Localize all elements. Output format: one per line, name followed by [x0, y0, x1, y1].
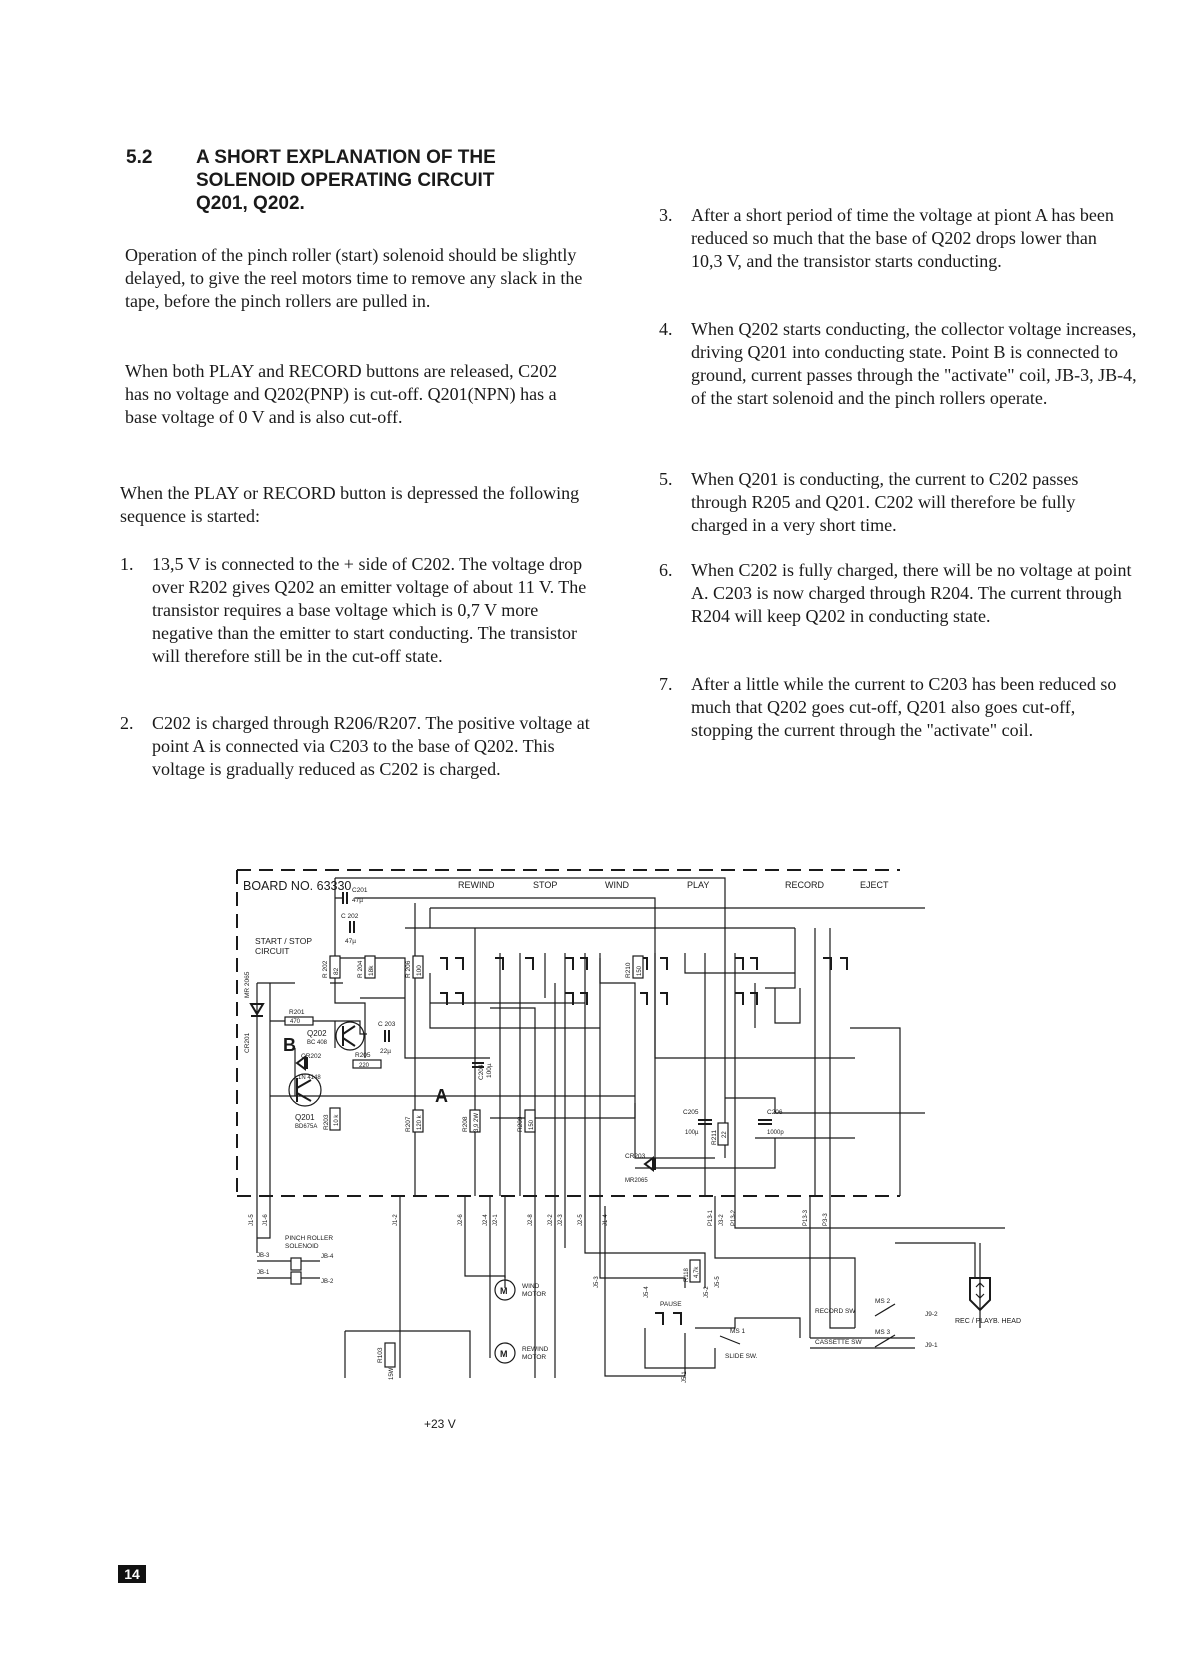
svg-text:MR2065: MR2065 — [625, 1178, 648, 1184]
svg-text:1000p: 1000p — [767, 1130, 784, 1136]
svg-text:J9-1: J9-1 — [925, 1342, 938, 1349]
svg-text:3,9 2W: 3,9 2W — [474, 1112, 480, 1132]
supply-voltage-label: +23 V — [424, 1417, 456, 1431]
component-cr202 — [297, 1053, 322, 1081]
svg-text:M: M — [500, 1349, 508, 1359]
section-number: 5.2 — [126, 147, 153, 168]
svg-text:R103: R103 — [377, 1347, 384, 1363]
svg-text:M: M — [500, 1286, 508, 1296]
svg-text:R 204: R 204 — [357, 960, 364, 978]
svg-text:J2-1: J2-1 — [493, 1214, 499, 1226]
svg-text:SLIDE SW.: SLIDE SW. — [725, 1353, 758, 1360]
component-r211 — [711, 1123, 728, 1145]
svg-text:J5-2: J5-2 — [704, 1286, 710, 1298]
svg-text:J2-5: J2-5 — [578, 1214, 584, 1226]
intro-paragraph-3: When the PLAY or RECORD button is depressed the following sequence is started: — [120, 483, 580, 526]
component-c206 — [758, 1109, 784, 1136]
svg-text:C 203: C 203 — [378, 1021, 396, 1028]
lower-wiring — [257, 1206, 1005, 1378]
svg-text:J1-5: J1-5 — [249, 1214, 255, 1226]
point-b-label: B — [283, 1035, 296, 1055]
svg-text:CASSETTE SW: CASSETTE SW — [815, 1339, 862, 1346]
svg-text:J9-2: J9-2 — [925, 1311, 938, 1318]
svg-text:J2-3: J2-3 — [558, 1214, 564, 1226]
board-number: BOARD NO. 63330 — [243, 879, 352, 893]
record-switch — [815, 1298, 938, 1318]
connectors — [249, 1196, 830, 1226]
svg-text:C204: C204 — [478, 1064, 485, 1080]
svg-text:R208: R208 — [462, 1116, 469, 1132]
svg-text:JB-2: JB-2 — [321, 1279, 334, 1285]
component-r103 — [377, 1343, 395, 1380]
svg-text:P13-1: P13-1 — [708, 1209, 714, 1226]
svg-text:22: 22 — [722, 1131, 728, 1138]
wiring — [257, 878, 925, 1196]
solenoid-circuit-schematic — [235, 858, 1022, 1458]
svg-text:CR203: CR203 — [625, 1153, 646, 1160]
component-r203 — [323, 1108, 340, 1130]
svg-text:BC 408: BC 408 — [307, 1040, 328, 1046]
svg-text:100µ: 100µ — [685, 1130, 699, 1136]
button-wind: WIND — [605, 880, 629, 890]
intro-paragraph-1: Operation of the pinch roller (start) solenoid should be slightly delayed, to give the reel motors time to remove any slack in the tape, before the pinch rollers are pulled in. — [125, 245, 583, 311]
svg-text:J5-5: J5-5 — [715, 1276, 721, 1288]
button-play: PLAY — [687, 880, 710, 890]
svg-text:Q202: Q202 — [307, 1029, 327, 1038]
svg-text:C205: C205 — [683, 1109, 699, 1116]
component-r201 — [285, 1009, 313, 1025]
svg-text:JB-3: JB-3 — [257, 1253, 270, 1259]
svg-text:PAUSE: PAUSE — [660, 1301, 682, 1308]
component-r205 — [353, 1052, 381, 1069]
svg-text:WIND: WIND — [522, 1283, 540, 1290]
page-number: 14 — [118, 1565, 146, 1583]
rec-playback-head — [955, 1278, 1021, 1325]
svg-text:R210: R210 — [625, 962, 632, 978]
svg-text:Q201: Q201 — [295, 1113, 315, 1122]
svg-text:CR201: CR201 — [244, 1032, 251, 1053]
svg-text:R201: R201 — [289, 1009, 305, 1016]
svg-text:SOLENOID: SOLENOID — [285, 1243, 319, 1250]
button-stop: STOP — [533, 880, 558, 890]
component-r202 — [322, 956, 340, 978]
svg-text:P13-2: P13-2 — [731, 1209, 737, 1226]
svg-text:MOTOR: MOTOR — [522, 1354, 547, 1361]
svg-text:R 202: R 202 — [322, 960, 329, 978]
svg-text:J2-4: J2-4 — [483, 1214, 489, 1226]
svg-text:J2-8: J2-8 — [528, 1214, 534, 1226]
svg-text:J2-6: J2-6 — [458, 1214, 464, 1226]
svg-text:150: 150 — [637, 965, 643, 976]
svg-text:J5-4: J5-4 — [644, 1286, 650, 1298]
svg-text:RECORD SW: RECORD SW — [815, 1308, 856, 1315]
svg-text:J1-4: J1-4 — [603, 1214, 609, 1226]
svg-text:18k: 18k — [368, 965, 375, 976]
svg-text:1N 4148: 1N 4148 — [298, 1075, 321, 1081]
svg-text:PINCH ROLLER: PINCH ROLLER — [285, 1235, 334, 1242]
svg-text:R118: R118 — [684, 1268, 690, 1282]
start-stop-label: START / STOP — [255, 936, 312, 946]
point-a-label: A — [435, 1086, 448, 1106]
svg-text:120 k: 120 k — [417, 1115, 423, 1130]
svg-text:CIRCUIT: CIRCUIT — [255, 946, 290, 956]
svg-text:J5-3: J5-3 — [594, 1276, 600, 1288]
component-r210 — [625, 956, 643, 978]
svg-text:MOTOR: MOTOR — [522, 1291, 547, 1298]
button-rewind: REWIND — [458, 880, 495, 890]
svg-text:22µ: 22µ — [380, 1048, 391, 1055]
rewind-motor — [495, 1343, 549, 1363]
svg-text:10 k: 10 k — [334, 1114, 340, 1126]
svg-text:J1-2: J1-2 — [393, 1214, 399, 1226]
wind-motor — [495, 1280, 546, 1300]
svg-text:REC / PLAYB. HEAD: REC / PLAYB. HEAD — [955, 1318, 1022, 1325]
svg-text:P13-3: P13-3 — [803, 1209, 809, 1226]
component-c202 — [341, 913, 359, 945]
pinch-roller-solenoid — [257, 1235, 334, 1285]
svg-text:J5-1: J5-1 — [682, 1371, 688, 1383]
svg-text:C 202: C 202 — [341, 913, 359, 920]
svg-text:220: 220 — [359, 1063, 370, 1069]
component-r207 — [405, 1110, 423, 1132]
svg-text:J2-2: J2-2 — [548, 1214, 554, 1226]
svg-text:MR 2065: MR 2065 — [244, 971, 251, 998]
svg-text:15W: 15W — [389, 1367, 395, 1380]
component-r208 — [462, 1110, 480, 1132]
svg-text:R 206: R 206 — [405, 960, 412, 978]
component-q201 — [289, 1074, 321, 1130]
svg-text:4,7k: 4,7k — [694, 1266, 700, 1278]
svg-text:MS 2: MS 2 — [875, 1298, 891, 1305]
component-r206 — [405, 956, 423, 978]
svg-text:R207: R207 — [405, 1116, 412, 1132]
cassette-switch — [815, 1329, 938, 1349]
svg-text:JB-1: JB-1 — [257, 1270, 270, 1276]
svg-text:47µ: 47µ — [345, 938, 356, 945]
svg-text:R203: R203 — [323, 1114, 330, 1130]
svg-text:47µ: 47µ — [352, 897, 363, 904]
pause-switch — [594, 1260, 721, 1325]
svg-text:MS 3: MS 3 — [875, 1329, 891, 1336]
svg-text:C201: C201 — [352, 887, 368, 894]
button-record: RECORD — [785, 880, 825, 890]
svg-text:MS 1: MS 1 — [730, 1328, 746, 1335]
svg-text:J1-6: J1-6 — [263, 1214, 269, 1226]
svg-text:82: 82 — [333, 967, 340, 975]
svg-text:150: 150 — [529, 1119, 535, 1130]
svg-text:100: 100 — [416, 965, 423, 976]
svg-text:JB-4: JB-4 — [321, 1254, 334, 1260]
component-r204 — [357, 956, 375, 978]
slide-switch — [682, 1328, 758, 1383]
svg-text:R205: R205 — [355, 1052, 371, 1059]
component-c205 — [683, 1109, 712, 1136]
svg-text:BD675A: BD675A — [295, 1124, 318, 1130]
svg-text:100µ: 100µ — [486, 1063, 493, 1078]
svg-text:CR202: CR202 — [301, 1053, 322, 1060]
svg-text:R211: R211 — [711, 1129, 718, 1145]
svg-text:J3-2: J3-2 — [719, 1214, 725, 1226]
svg-text:R209: R209 — [517, 1116, 524, 1132]
button-eject: EJECT — [860, 880, 889, 890]
intro-paragraph-2: When both PLAY and RECORD buttons are released, C202 has no voltage and Q202(PNP) is cut-off. Q201(NPN) has a base voltage of 0 V and is also cut-off. — [125, 361, 558, 427]
svg-text:P3-3: P3-3 — [823, 1213, 829, 1226]
component-c203 — [378, 1021, 396, 1055]
svg-text:470: 470 — [290, 1019, 301, 1025]
svg-text:REWIND: REWIND — [522, 1346, 549, 1353]
section-title: A SHORT EXPLANATION OF THE SOLENOID OPERATING CIRCUIT Q201, Q202. — [196, 147, 496, 214]
svg-text:C206: C206 — [767, 1109, 783, 1116]
